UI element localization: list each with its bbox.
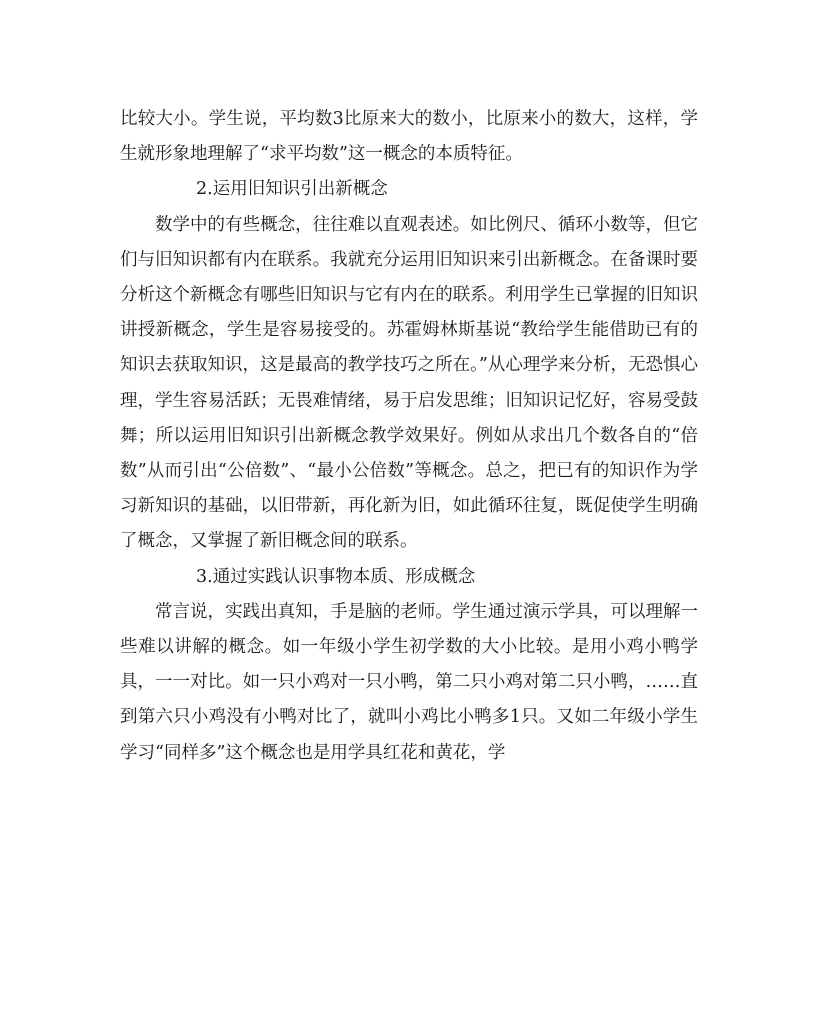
- section-heading-2: 2.运用旧知识引出新概念: [196, 179, 388, 200]
- section-heading-3: 3.通过实践认识事物本质、形成概念: [196, 566, 476, 587]
- paragraph-continued: 比较大小。学生说，平均数3比原来大的数小，比原来小的数大，这样，学生就形象地理解了“求平均数”这一概念的本质特征。: [120, 109, 698, 165]
- paragraph-practice: 常言说，实践出真知，手是脑的老师。学生通过演示学具，可以理解一些难以讲解的概念。如一年级小学生初学数的大小比较。是用小鸡小鸭学具，一一对比。如一只小鸡对一只小鸭，第二只小鸡对第二只小鸭，……直到第六只小鸡没有小鸭对比了，就叫小鸡比小鸭多1只。又如二年级小学生学习“同样多”这个概念也是用学具红花和黄花，学: [120, 601, 698, 763]
- document-body: [120, 102, 698, 771]
- paragraph-old-knowledge: 数学中的有些概念，往往难以直观表述。如比例尺、循环小数等，但它们与旧知识都有内在联系。我就充分运用旧知识来引出新概念。在备课时要分析这个新概念有哪些旧知识与它有内在的联系。利用学生已掌握的旧知识讲授新概念，学生是容易接受的。苏霍姆林斯基说“教给学生能借助已有的知识去获取知识，这是最高的教学技巧之所在。”从心理学来分析，无恐惧心理，学生容易活跃；无畏难情绪，易于启发思维；旧知识记忆好，容易受鼓舞；所以运用旧知识引出新概念教学效果好。例如从求出几个数各自的“倍数”从而引出“公倍数”、“最小公倍数”等概念。总之，把已有的知识作为学习新知识的基础，以旧带新，再化新为旧，如此循环往复，既促使学生明确了概念，又掌握了新旧概念间的联系。: [120, 214, 698, 552]
